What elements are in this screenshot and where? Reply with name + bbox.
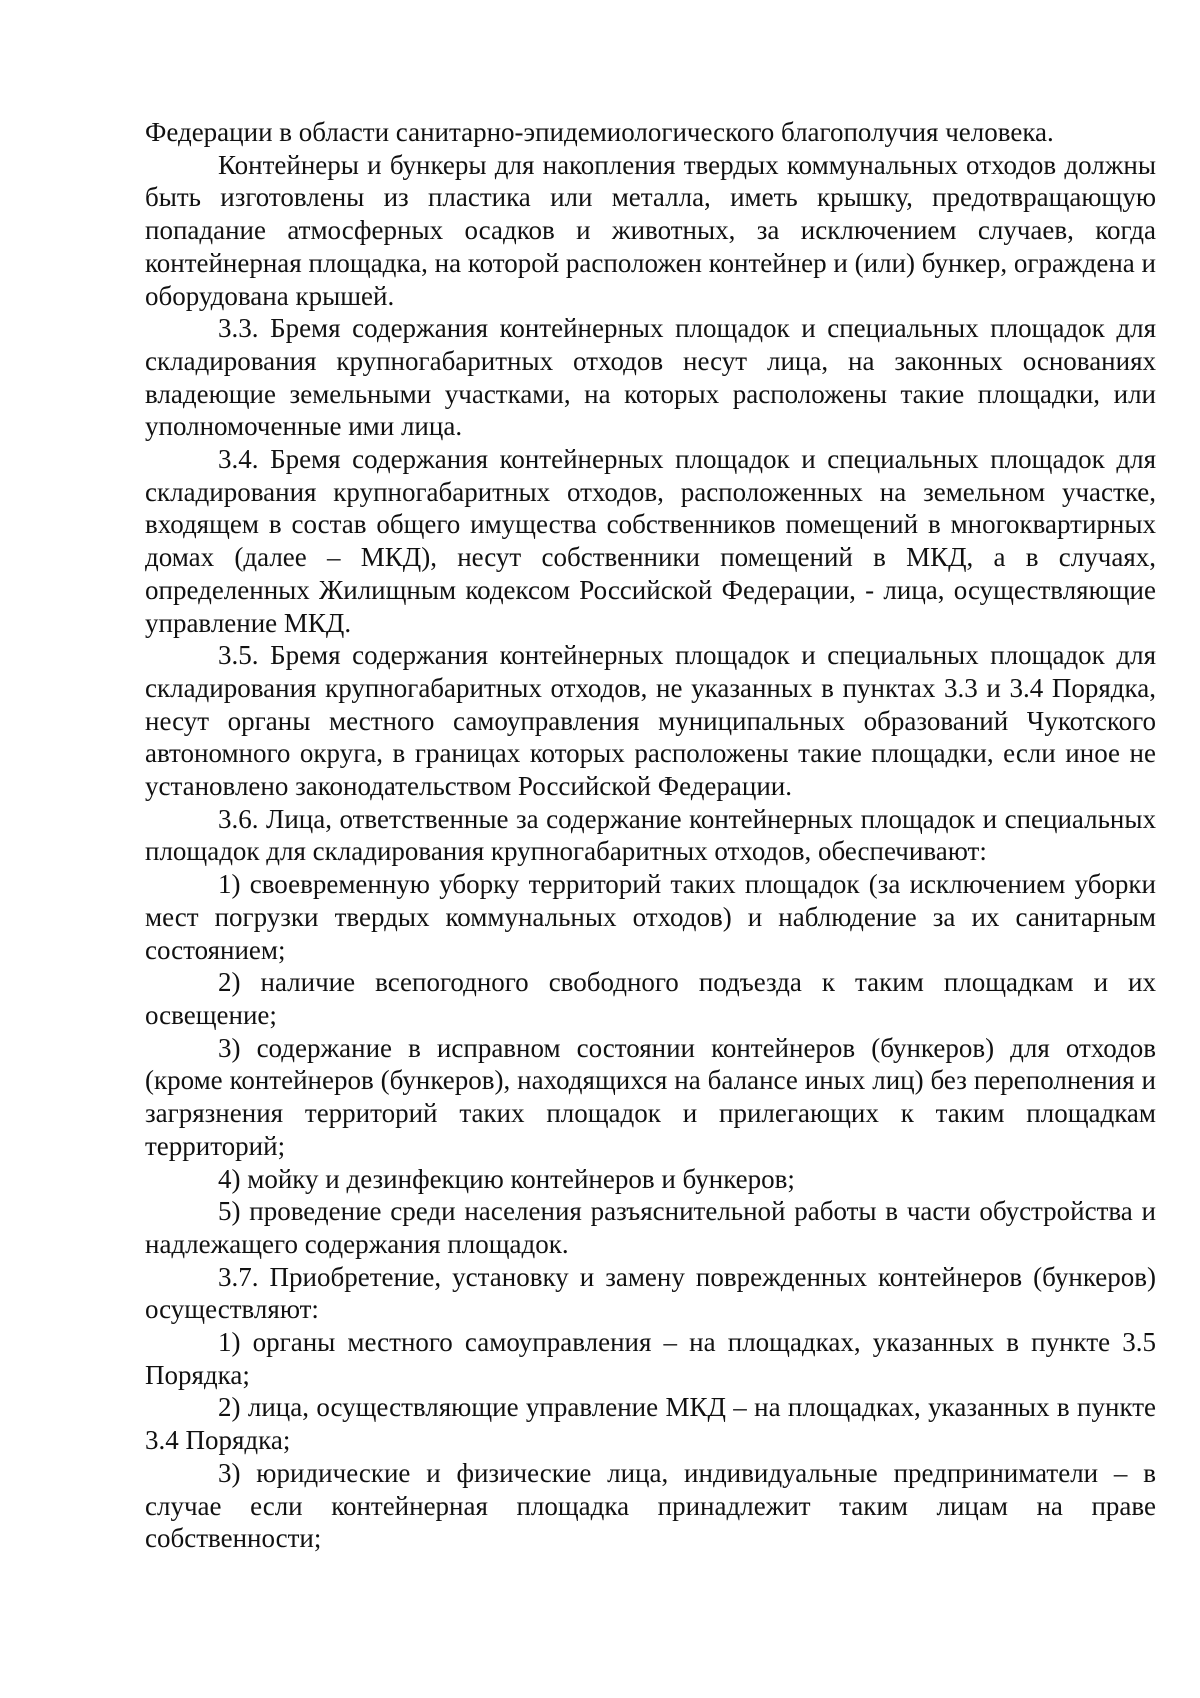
list-item-3-7-3: 3) юридические и физические лица, индивидуальные предприниматели – в случае если контейнерная площадка принадлежит таким лицам на праве собственности; bbox=[145, 1457, 1156, 1554]
list-item-3-6-4: 4) мойку и дезинфекцию контейнеров и бункеров; bbox=[218, 1163, 795, 1194]
list-item-3-6-2: 2) наличие всепогодного свободного подъезда к таким площадкам и их освещение; bbox=[145, 967, 1156, 1030]
paragraph-3-4: 3.4. Бремя содержания контейнерных площадок и специальных площадок для складирования крупногабаритных отходов, расположенных на земельном участке, входящем в состав общего имущества собственников помещений в многоквартирных домах (далее – МКД), несут собственники помещений в МКД, а в случаях, определенных Жилищным кодексом Российской Федерации, - лица, осуществляющие управление МКД. bbox=[145, 444, 1156, 638]
paragraph-continuation: Федерации в области санитарно-эпидемиологического благополучия человека. bbox=[145, 117, 1054, 147]
list-item-3-6-1: 1) своевременную уборку территорий таких площадок (за исключением уборки мест погрузки твердых коммунальных отходов) и наблюдение за их санитарным состоянием; bbox=[145, 869, 1156, 965]
paragraph-3-7: 3.7. Приобретение, установку и замену поврежденных контейнеров (бункеров) осуществляют: bbox=[145, 1261, 1156, 1325]
list-item-3-7-1: 1) органы местного самоуправления – на площадках, указанных в пункте 3.5 Порядка; bbox=[145, 1327, 1156, 1390]
paragraph-containers: Контейнеры и бункеры для накопления твердых коммунальных отходов должны быть изготовлены из пластика или металла, иметь крышку, предотвращающую попадание атмосферных осадков и животных, за исключением случаев, когда контейнерная площадка, на которой расположен контейнер и (или) бункер, ограждена и оборудована крышей. bbox=[145, 149, 1156, 311]
document-body bbox=[145, 116, 1156, 1555]
paragraph-3-3: 3.3. Бремя содержания контейнерных площадок и специальных площадок для складирования крупногабаритных отходов несут лица, на законных основаниях владеющие земельными участками, на которых расположены такие площадки, или уполномоченные ими лица. bbox=[145, 313, 1156, 442]
paragraph-3-5: 3.5. Бремя содержания контейнерных площадок и специальных площадок для складирования крупногабаритных отходов, не указанных в пунктах 3.3 и 3.4 Порядка, несут органы местного самоуправления муниципальных образований Чукотского автономного округа, в границах которых расположены такие площадки, если иное не установлено законодательством Российской Федерации. bbox=[145, 640, 1156, 802]
paragraph-3-6: 3.6. Лица, ответственные за содержание контейнерных площадок и специальных площадок для складирования крупногабаритных отходов, обеспечивают: bbox=[145, 803, 1156, 867]
list-item-3-6-5: 5) проведение среди населения разъяснительной работы в части обустройства и надлежащего содержания площадок. bbox=[145, 1196, 1156, 1259]
list-item-3-6-3: 3) содержание в исправном состоянии контейнеров (бункеров) для отходов (кроме контейнеров (бункеров), находящихся на балансе иных лиц) без переполнения и загрязнения территорий таких площадок и прилегающих к таким площадкам территорий; bbox=[145, 1032, 1156, 1161]
list-item-3-7-2: 2) лица, осуществляющие управление МКД – на площадках, указанных в пункте 3.4 Порядка; bbox=[145, 1392, 1156, 1456]
